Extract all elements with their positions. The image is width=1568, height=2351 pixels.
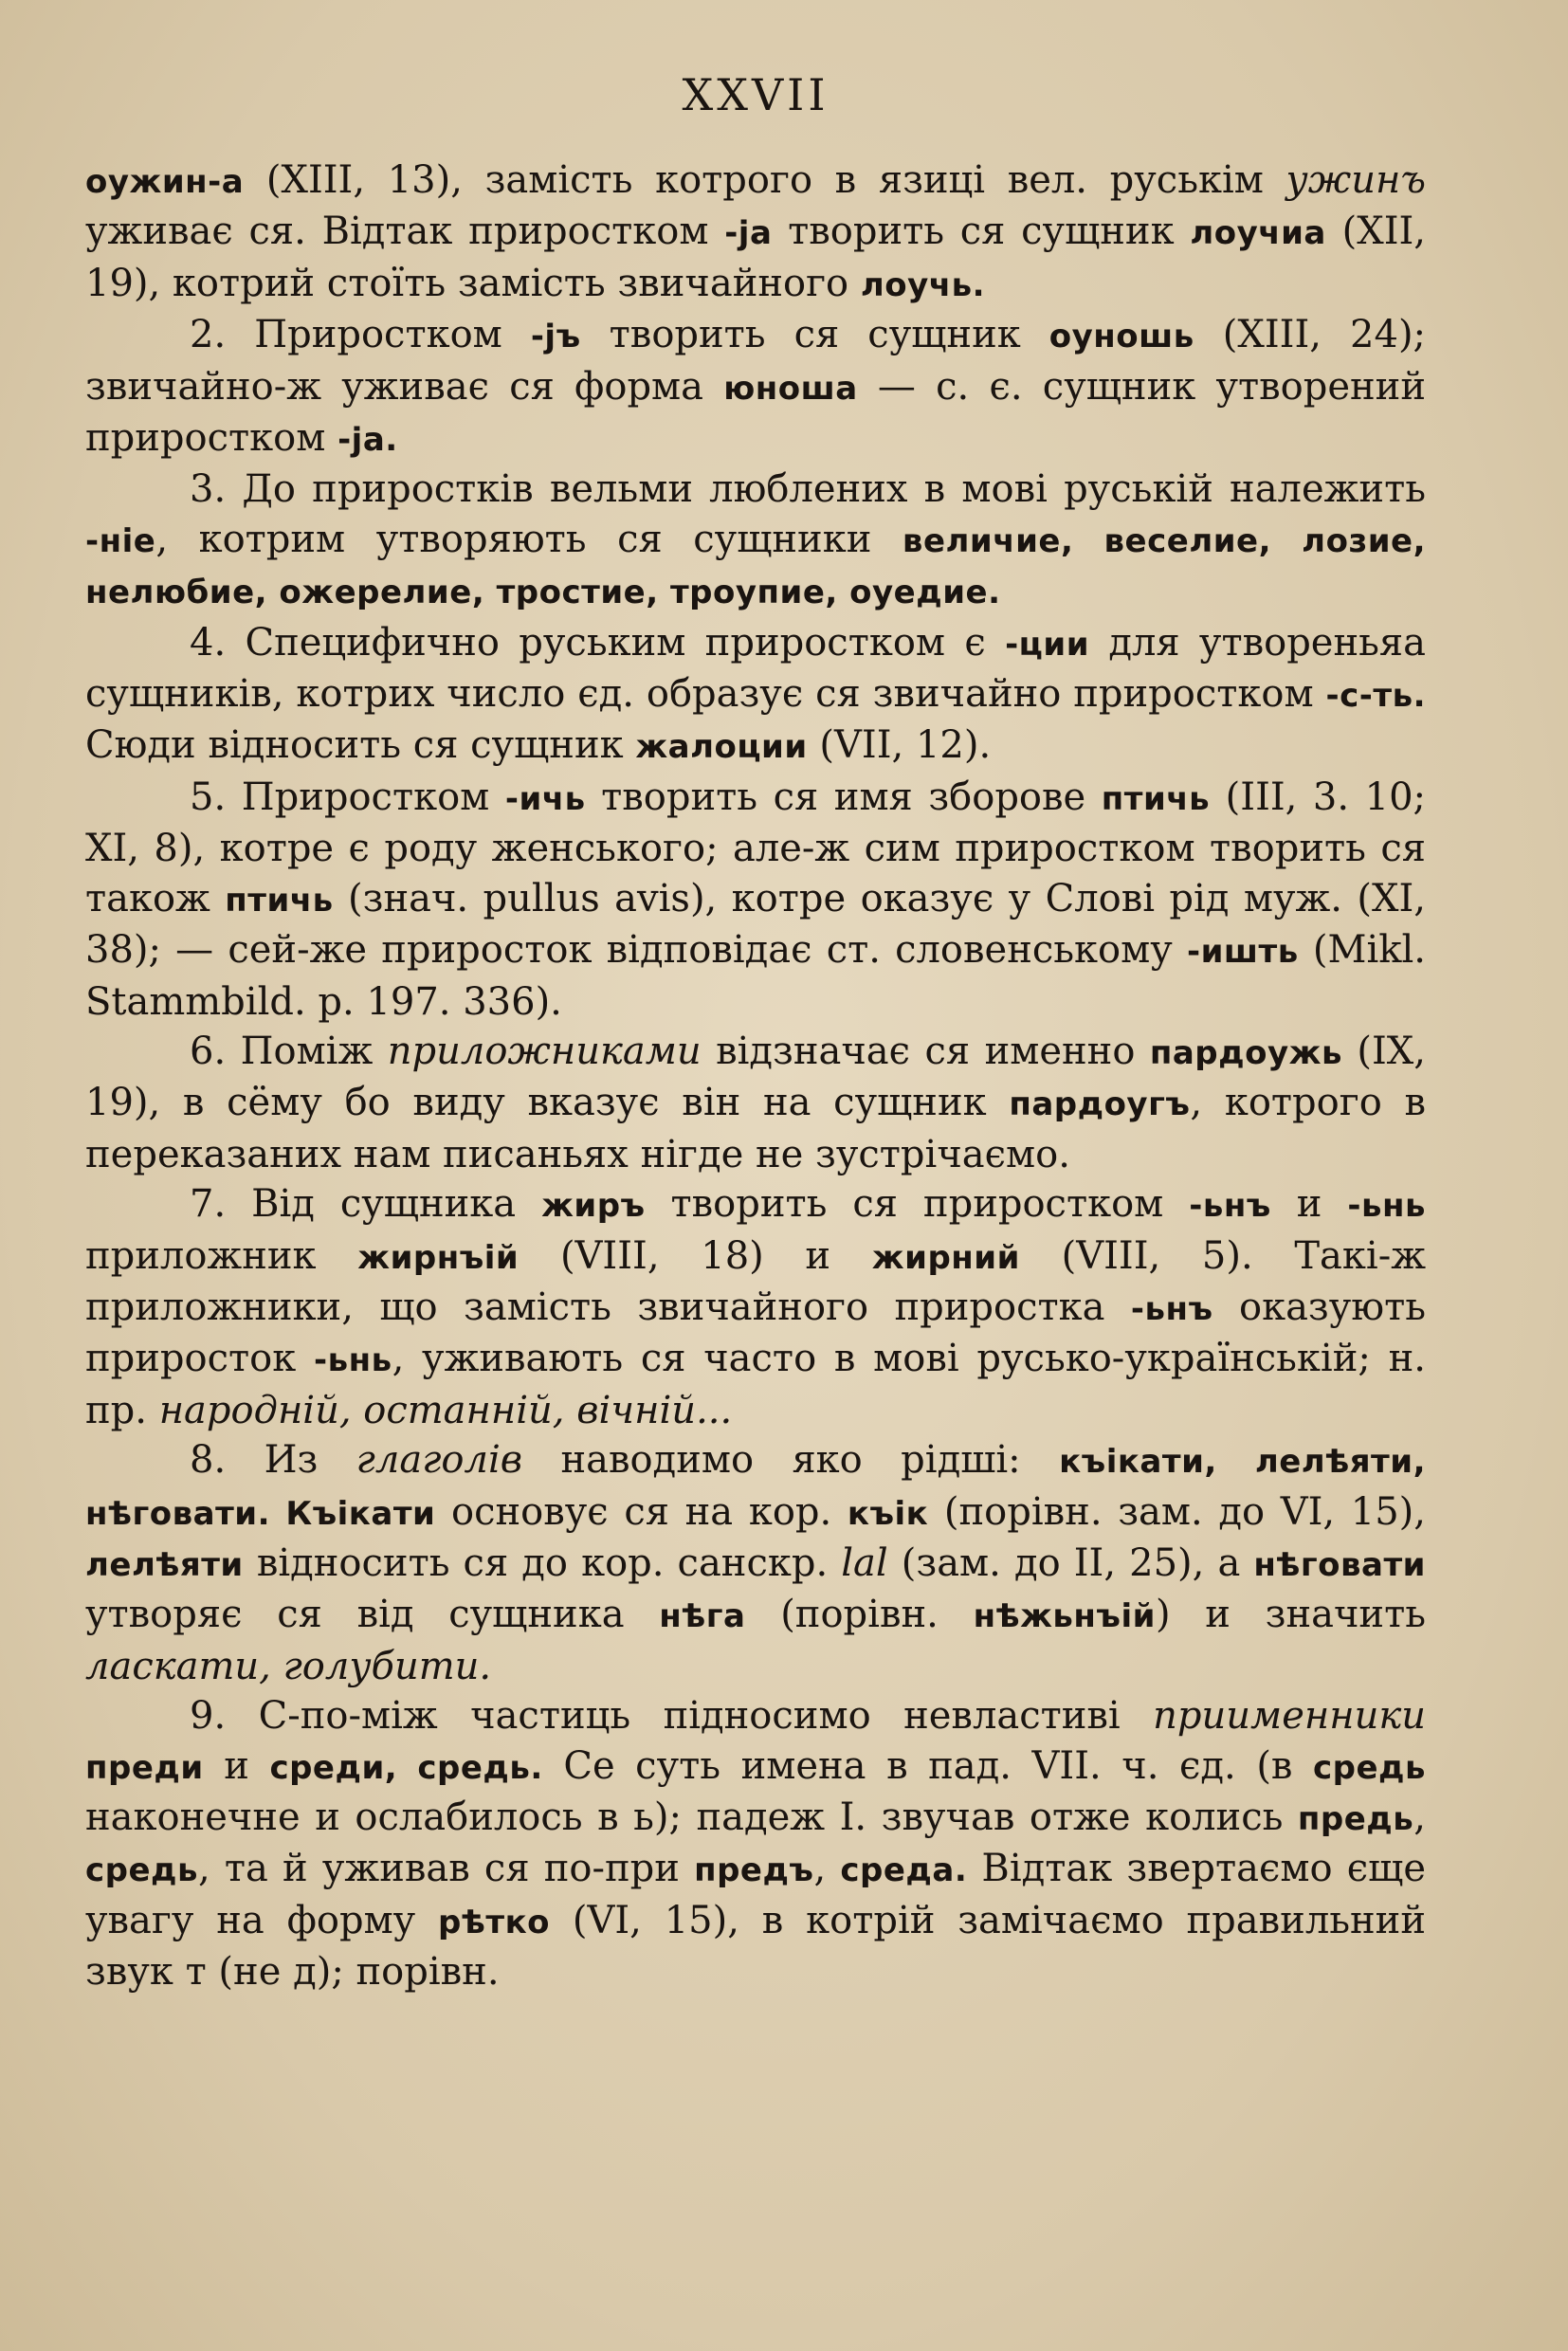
church-slavonic-term: рѣтко [438,1903,551,1941]
text-run: (XIII, 24); звичайно-ж уживає ся форма [85,313,1427,409]
text-run: (VII, 12). [807,723,992,768]
church-slavonic-term: пардоугъ [1009,1085,1191,1124]
italic-term: ласкати, голубити. [85,1644,492,1688]
text-run: ) и значить [1155,1593,1426,1637]
text-run: наводимо яко рідші: [522,1438,1060,1483]
church-slavonic-term: -ьнъ [1130,1289,1213,1328]
text-run: творить ся сущник [772,210,1191,254]
church-slavonic-term: лоучиа [1190,214,1326,253]
church-slavonic-term: къік [847,1494,929,1533]
text-run: и [203,1743,270,1788]
text-run: (порівн. зам. до VI, 15), [928,1489,1426,1534]
text-run: — с. є. сущник утворений приростком [85,364,1426,461]
text-run: , котрого в переказаних нам писаньях нігде не зустрічаємо. [85,1081,1426,1176]
italic-term: ужинъ [1285,158,1426,202]
italic-term: приименники [1153,1694,1426,1739]
church-slavonic-term: оуношь [1048,318,1194,356]
paragraph [85,1435,1426,1691]
church-slavonic-term: нѣговати [1253,1545,1426,1584]
text-run: наконечне и ослабилось в ь); падеж I. звучав отже колись [85,1795,1298,1839]
text-run: (XII, 19), котрий стоїть замість звичайного [85,210,1427,305]
page-number: XXVII [682,69,830,120]
text-run: 7. Від сущника [190,1182,542,1227]
text-run: 5. Приростком [190,775,505,819]
paragraph [85,618,1426,773]
church-slavonic-term: -ја. [337,421,398,460]
text-run: відносить ся до кор. санскр. [243,1540,842,1585]
text-run: творить ся сущник [580,313,1049,357]
italic-term: lal [841,1540,888,1585]
text-run: відзначає ся именно [701,1029,1150,1073]
church-slavonic-term: лоучь. [860,265,986,304]
italic-term: приложниками [387,1029,702,1073]
text-run: творить ся приростком [645,1182,1190,1227]
church-slavonic-term: -ьнь [313,1341,392,1380]
church-slavonic-term: -ичь [504,779,586,818]
text-run: (VI, 15), в котрій замічаємо правильний звук т (не д); порівн. [85,1898,1426,1995]
church-slavonic-term: -јъ [530,318,581,356]
church-slavonic-term: -с-ть. [1325,677,1426,716]
church-slavonic-term: среди, средь. [269,1748,543,1787]
text-run: 8. Из [190,1438,356,1483]
church-slavonic-term: -ьнь [1347,1187,1426,1226]
text-run: , [1413,1795,1426,1839]
text-run: (зам. до II, 25), а [887,1540,1254,1585]
text-run: (III, 3. 10; XI, 8), котре є роду женського; але-ж сим приростком творить ся також [85,775,1427,920]
text-run: основує ся на кор. [435,1489,848,1534]
text-run: Сюди відносить ся сущник [85,723,636,768]
church-slavonic-term: нѣга [659,1597,746,1636]
church-slavonic-term: къікати, лелѣяти, нѣговати. Къікати [85,1443,1426,1533]
italic-term: глаголів [356,1438,523,1483]
church-slavonic-term: жиръ [541,1187,646,1226]
paragraph [85,1179,1426,1435]
church-slavonic-term: -ции [1005,625,1090,664]
text-run: 2. Приростком [190,313,531,357]
text-run: 4. Специфично руським приростком є [190,620,1006,665]
church-slavonic-term: средь [85,1851,199,1890]
text-run: (знач. pullus avis), котре оказує у Слові рід муж. (XI, 38); — сей-же приросток відповідає ст. словенському [85,876,1426,973]
text-run: (XIII, 13), замість котрого в язиці вел. руськім [244,158,1286,202]
church-slavonic-term: -ніе [85,521,156,560]
church-slavonic-term: -ја [724,214,773,253]
church-slavonic-term: жирний [871,1238,1020,1277]
text-run: 9. С-по-між частиць підносимо невластиві [190,1694,1154,1739]
church-slavonic-term: птичь [1101,779,1211,818]
text-run: (VIII, 5). Такі-ж приложники, що замість звичайного приростка [85,1233,1427,1329]
text-run: (IX, 19), в сёму бо виду вказує він на сущник [85,1029,1426,1125]
church-slavonic-term: юноша [723,369,858,408]
paragraph [85,465,1426,617]
church-slavonic-term: нѣжьнъій [973,1597,1156,1636]
church-slavonic-term: лелѣяти [85,1545,244,1584]
paragraph [85,1691,1426,1996]
text-run: , та й уживав ся по-при [198,1847,695,1891]
text-run: уживає ся. Відтак приростком [85,210,725,254]
church-slavonic-term: оужин-а [85,163,245,201]
text-run: утворяє ся від сущника [85,1593,660,1637]
church-slavonic-term: птичь [225,881,334,920]
italic-term: народній, останній, вічній... [158,1388,733,1432]
text-run: оказують приросток [85,1285,1426,1381]
paragraph [85,310,1426,465]
paragraph [85,1027,1426,1179]
church-slavonic-term: величие, веселие, лозие, нелюбие, ожерелие, тростие, троупие, оуедие. [85,521,1426,612]
text-run: и [1270,1182,1348,1227]
church-slavonic-term: предь [1297,1800,1414,1838]
church-slavonic-term: жалоции [635,728,808,767]
church-slavonic-term: средь [1313,1748,1427,1787]
church-slavonic-term: жирнъій [357,1238,520,1277]
church-slavonic-term: среда. [840,1851,968,1890]
church-slavonic-term: предъ [694,1851,814,1890]
text-run: , уживають ся часто в мові русько-українській; н. пр. [85,1337,1426,1432]
text-run: (Mikl. Stammbild. p. 197. 336). [85,928,1426,1024]
text-run: 6. Поміж [190,1029,388,1073]
church-slavonic-term: -ьнъ [1189,1187,1271,1226]
text-run: , [813,1847,841,1891]
paragraph [85,155,1426,310]
text-run: , котрим утворяють ся сущники [155,517,903,561]
text-run: Се суть имена в пад. VII. ч. єд. (в [542,1743,1313,1788]
church-slavonic-term: преди [85,1748,204,1787]
text-run: (VIII, 18) и [519,1233,872,1278]
text-run: приложник [85,1233,358,1278]
paragraph [85,773,1426,1027]
text-run: творить ся имя зборове [585,775,1102,819]
text-run: (порівн. [745,1593,974,1637]
text-run: для утвореньяа сущників, котрих число єд. образує ся звичайно приростком [85,620,1426,717]
text-run: Відтак звертаємо єще увагу на форму [85,1847,1426,1942]
church-slavonic-term: -ишть [1186,933,1299,972]
body-text [85,155,1426,1997]
church-slavonic-term: пардоужь [1149,1033,1342,1072]
text-run: 3. До приростків вельми люблених в мові руській належить [190,467,1426,512]
